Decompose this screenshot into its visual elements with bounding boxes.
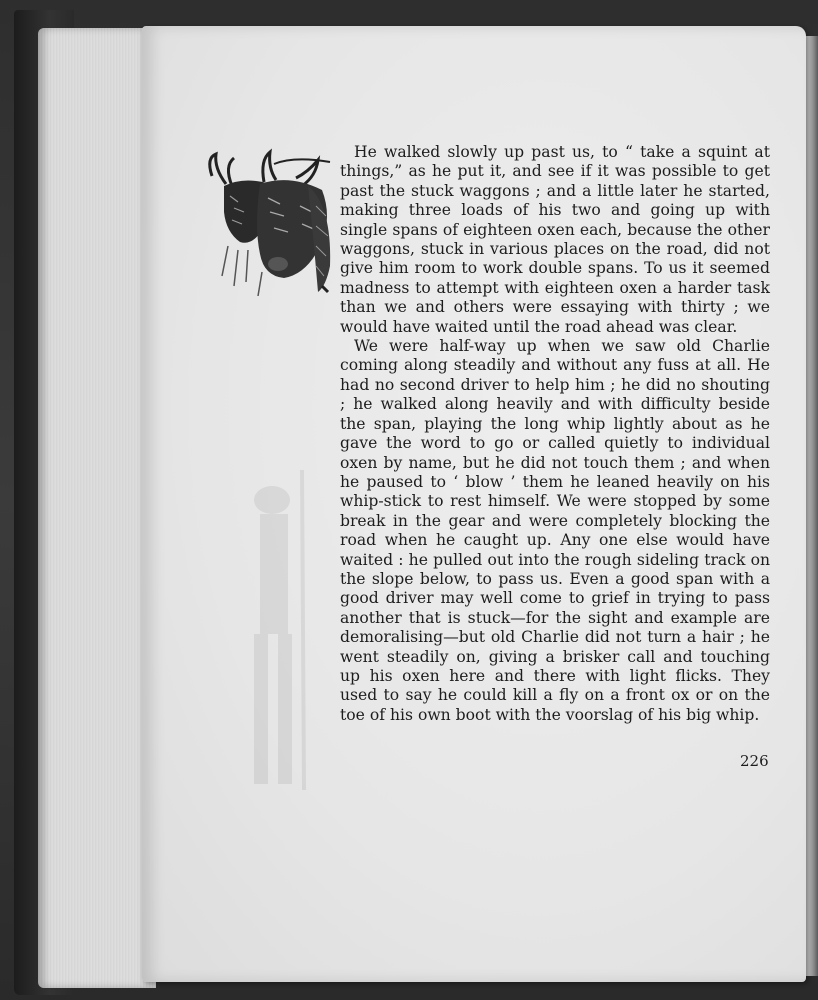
- page-number: 226: [740, 752, 769, 770]
- body-text: [340, 143, 770, 725]
- paragraph-1: He walked slowly up past us, to “ take a squint at things,” as he put it, and see if it was possible to get past the stuck waggons ; and a little later he started, making three loads of his two and going up with single spans of eighteen oxen each, because the other waggons, stuck in various places on the road, did not give him room to work double spans. To us it seemed madness to attempt with eighteen oxen a harder task than we and others were essaying with thirty ; we would have waited until the road ahead was clear.: [340, 143, 770, 336]
- page-edges: [38, 28, 156, 988]
- oxen-heads-woodcut-icon: [204, 146, 334, 296]
- show-through-figure-icon: [232, 470, 322, 790]
- paragraph-2: We were half-way up when we saw old Charlie coming along steadily and without any fuss at all. He had no second driver to help him ; he did no shouting ; he walked along heavily and with difficulty beside the span, playing the long whip lightly about as he gave the word to go or called quietly to individual oxen by name, but he did not touch them ; and when he paused to ‘ blow ’ them he leaned heavily on his whip-stick to rest himself. We were stopped by some break in the gear and were completely blocking the road when he caught up. Any one else would have waited : he pulled out into the rough sideling track on the slope below, to pass us. Even a good span with a good driver may well come to grief in trying to pass another that is stuck—for the sight and example are demoralising—but old Charlie did not turn a hair ; he went steadily on, giving a brisker call and touching up his oxen here and there with light flicks. They used to say he could kill a fly on a front ox or on the toe of his own boot with the voorslag of his big whip.: [340, 337, 770, 724]
